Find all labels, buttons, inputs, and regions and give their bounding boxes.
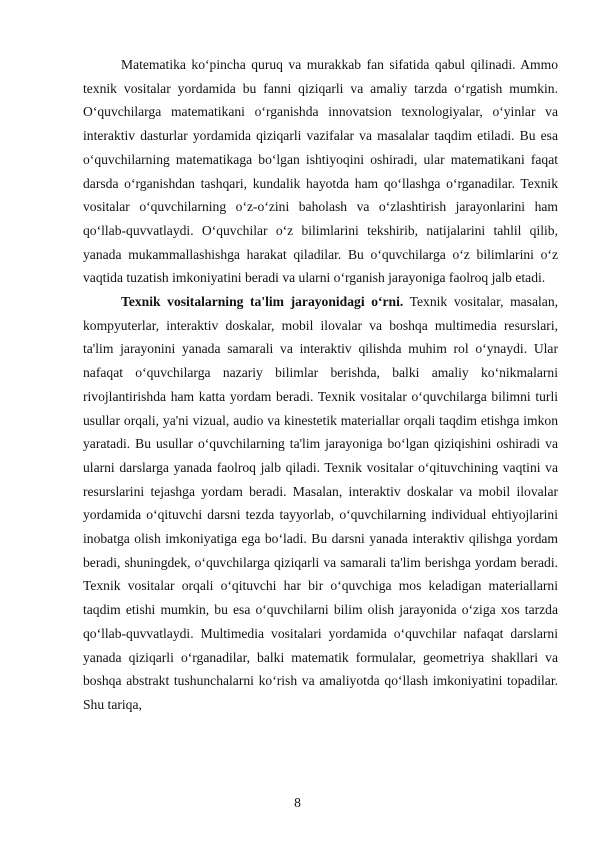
section-heading: Texnik vositalarning ta'lim jarayonidagi o‘rni. xyxy=(121,294,404,310)
body-text xyxy=(83,53,558,717)
page-number: 8 xyxy=(294,795,301,810)
paragraph-intro: Matematika ko‘pincha quruq va murakkab fan sifatida qabul qilinadi. Ammo texnik vositalar yordamida bu fanni qiziqarli va amaliy tarzda o‘rgatish mumkin. O‘quvchilarga matematikani o‘rganishda innovatsion texnologiyalar, o‘yinlar va interaktiv dasturlar yordamida qiziqarli vazifalar va masalalar taqdim etiladi. Bu esa o‘quvchilarning matematikaga bo‘lgan ishtiyoqini oshiradi, ular matematikani faqat darsda o‘rganishdan tashqari, kundalik hayotda ham qo‘llashga o‘rganadilar. Texnik vositalar o‘quvchilarning o‘z-o‘zini baholash va o‘zlashtirish jarayonlarini ham qo‘llab-quvvatlaydi. O‘quvchilar o‘z bilimlarini tekshirib, natijalarini tahlil qilib, yanada mukammallashishga harakat qiladilar. Bu o‘quvchilarga o‘z bilimlarini o‘z vaqtida tuzatish imkoniyatini beradi va ularni o‘rganish jarayoniga faolroq jalb etadi. xyxy=(83,57,558,286)
paragraph-section xyxy=(83,290,558,717)
section-body: Texnik vositalar, masalan, kompyuterlar, interaktiv doskalar, mobil ilovalar va boshqa multimedia resurslari, ta'lim jarayonini yanada samarali va interaktiv qilishda muhim rol o‘ynaydi. Ular nafaqat o‘quvchilarga nazariy bilimlar berishda, balki amaliy ko‘nikmalarni rivojlantirishda ham katta yordam beradi. Texnik vositalar o‘quvchilarga bilimni turli usullar orqali, ya'ni vizual, audio va kinestetik materiallar orqali taqdim etishga imkon yaratadi. Bu usullar o‘quvchilarning ta'lim jarayoniga bo‘lgan qiziqishini oshiradi va ularni darslarga yanada faolroq jalb qiladi. Texnik vositalar o‘qituvchining vaqtini va resurslarini tejashga yordam beradi. Masalan, interaktiv doskalar va mobil ilovalar yordamida o‘qituvchi darsni tezda tayyorlab, o‘quvchilarning individual ehtiyojlarini inobatga olish imkoniyatiga ega bo‘ladi. Bu darsni yanada interaktiv qilishga yordam beradi, shuningdek, o‘quvchilarga qiziqarli va samarali ta'lim berishga yordam beradi. Texnik vositalar orqali o‘qituvchi har bir o‘quvchiga mos keladigan materiallarni taqdim etishi mumkin, bu esa o‘quvchilarni bilim olish jarayonida o‘ziga xos tarzda qo‘llab-quvvatlaydi. Multimedia vositalari yordamida o‘quvchilar nafaqat darslarni yanada qiziqarli o‘rganadilar, balki matematik formulalar, geometriya shakllari va boshqa abstrakt tushunchalarni ko‘rish va amaliyotda qo‘llash imkoniyatini topadilar. Shu tariqa, xyxy=(83,294,559,712)
